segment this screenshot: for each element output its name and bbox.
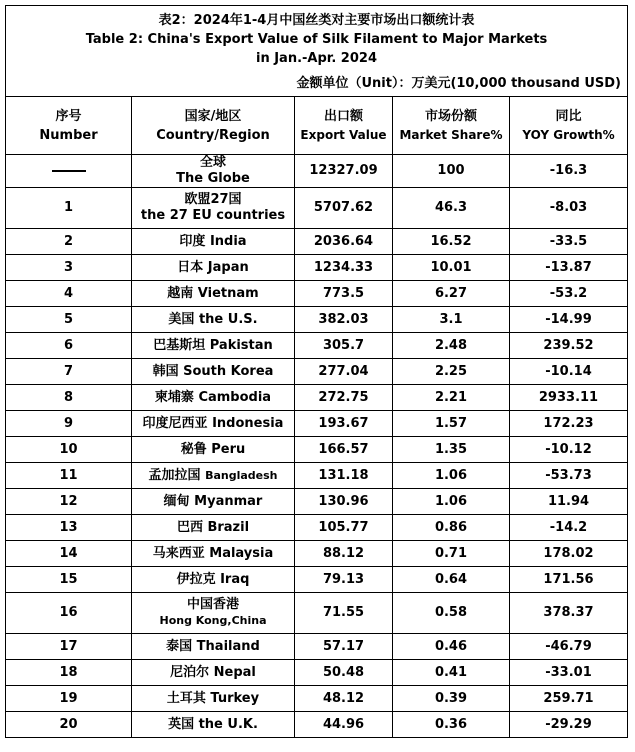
cell-market-share: 0.41: [393, 660, 510, 686]
header-yoy-growth: [510, 97, 628, 155]
cell-number: 20: [6, 712, 132, 738]
cell-country: [132, 463, 295, 489]
cell-market-share: 0.86: [393, 515, 510, 541]
cell-yoy-growth: 259.71: [510, 686, 628, 712]
table-title: [6, 6, 628, 73]
cell-yoy-growth: 178.02: [510, 541, 628, 567]
table-row: [6, 229, 628, 255]
cell-yoy-growth: -14.2: [510, 515, 628, 541]
cell-yoy-growth: 2933.11: [510, 385, 628, 411]
unit-row: [6, 72, 628, 97]
cell-export-value: 277.04: [295, 359, 393, 385]
cell-number: [6, 155, 132, 188]
header-country: [132, 97, 295, 155]
cell-country: [132, 155, 295, 188]
title-zh: 表2：2024年1-4月中国丝类对主要市场出口额统计表: [158, 12, 475, 28]
table-row: [6, 333, 628, 359]
cell-number: 14: [6, 541, 132, 567]
header-value-en: Export Value: [300, 127, 387, 142]
country-zh: 欧盟27国: [184, 192, 242, 207]
cell-country: [132, 593, 295, 634]
header-row: [6, 97, 628, 155]
cell-market-share: 46.3: [393, 188, 510, 229]
cell-number: 17: [6, 634, 132, 660]
table-row: [6, 593, 628, 634]
cell-yoy-growth: 11.94: [510, 489, 628, 515]
cell-yoy-growth: 378.37: [510, 593, 628, 634]
cell-number: 9: [6, 411, 132, 437]
header-country-zh: 国家/地区: [184, 108, 242, 124]
dash-mark: [52, 170, 86, 172]
country-zh: 孟加拉国: [148, 467, 201, 483]
cell-country: [132, 188, 295, 229]
cell-country: 越南 Vietnam: [132, 281, 295, 307]
cell-market-share: 100: [393, 155, 510, 188]
cell-yoy-growth: -10.12: [510, 437, 628, 463]
table-row: [6, 359, 628, 385]
table-row: [6, 463, 628, 489]
cell-number: 7: [6, 359, 132, 385]
table-row: [6, 541, 628, 567]
cell-yoy-growth: -16.3: [510, 155, 628, 188]
cell-country: 柬埔寨 Cambodia: [132, 385, 295, 411]
cell-yoy-growth: -53.73: [510, 463, 628, 489]
cell-export-value: 131.18: [295, 463, 393, 489]
cell-export-value: 12327.09: [295, 155, 393, 188]
cell-export-value: 50.48: [295, 660, 393, 686]
cell-market-share: 2.21: [393, 385, 510, 411]
cell-export-value: 130.96: [295, 489, 393, 515]
cell-export-value: 773.5: [295, 281, 393, 307]
cell-export-value: 2036.64: [295, 229, 393, 255]
cell-export-value: 5707.62: [295, 188, 393, 229]
cell-market-share: 0.64: [393, 567, 510, 593]
table-row: [6, 437, 628, 463]
table-row: [6, 634, 628, 660]
cell-market-share: 0.36: [393, 712, 510, 738]
header-country-en: Country/Region: [156, 127, 270, 143]
cell-market-share: 1.06: [393, 463, 510, 489]
cell-export-value: 193.67: [295, 411, 393, 437]
table-row: [6, 385, 628, 411]
cell-country: 日本 Japan: [132, 255, 295, 281]
cell-number: 2: [6, 229, 132, 255]
cell-market-share: 16.52: [393, 229, 510, 255]
cell-market-share: 1.06: [393, 489, 510, 515]
header-value-zh: 出口额: [323, 108, 363, 124]
cell-market-share: 6.27: [393, 281, 510, 307]
cell-number: 4: [6, 281, 132, 307]
header-number-zh: 序号: [55, 108, 82, 124]
cell-country: 秘鲁 Peru: [132, 437, 295, 463]
cell-yoy-growth: -10.14: [510, 359, 628, 385]
cell-yoy-growth: -8.03: [510, 188, 628, 229]
cell-number: 19: [6, 686, 132, 712]
cell-country: 巴西 Brazil: [132, 515, 295, 541]
header-share-en: Market Share%: [399, 127, 503, 142]
silk-export-table: [5, 5, 628, 738]
cell-yoy-growth: 172.23: [510, 411, 628, 437]
cell-number: 10: [6, 437, 132, 463]
table-row: [6, 281, 628, 307]
country-zh: 中国香港: [186, 597, 239, 612]
country-en: Hong Kong,China: [159, 614, 267, 627]
table-row: [6, 660, 628, 686]
cell-market-share: 0.39: [393, 686, 510, 712]
cell-country: 伊拉克 Iraq: [132, 567, 295, 593]
table-row: [6, 567, 628, 593]
cell-market-share: 1.35: [393, 437, 510, 463]
cell-yoy-growth: -13.87: [510, 255, 628, 281]
cell-number: 5: [6, 307, 132, 333]
header-export-value: [295, 97, 393, 155]
cell-yoy-growth: 239.52: [510, 333, 628, 359]
cell-export-value: 44.96: [295, 712, 393, 738]
cell-country: 印度 India: [132, 229, 295, 255]
cell-number: 3: [6, 255, 132, 281]
cell-export-value: 57.17: [295, 634, 393, 660]
cell-market-share: 2.48: [393, 333, 510, 359]
cell-market-share: 0.71: [393, 541, 510, 567]
cell-number: 6: [6, 333, 132, 359]
cell-export-value: 382.03: [295, 307, 393, 333]
cell-number: 8: [6, 385, 132, 411]
silk-export-table-container: [5, 5, 627, 738]
cell-country: 韩国 South Korea: [132, 359, 295, 385]
cell-export-value: 166.57: [295, 437, 393, 463]
cell-export-value: 272.75: [295, 385, 393, 411]
cell-market-share: 10.01: [393, 255, 510, 281]
cell-export-value: 1234.33: [295, 255, 393, 281]
cell-yoy-growth: -46.79: [510, 634, 628, 660]
cell-market-share: 2.25: [393, 359, 510, 385]
cell-yoy-growth: 171.56: [510, 567, 628, 593]
table-row: [6, 188, 628, 229]
cell-export-value: 305.7: [295, 333, 393, 359]
cell-number: 18: [6, 660, 132, 686]
header-yoy-en: YOY Growth%: [522, 127, 615, 142]
cell-number: 1: [6, 188, 132, 229]
cell-number: 16: [6, 593, 132, 634]
cell-export-value: 48.12: [295, 686, 393, 712]
cell-country: 印度尼西亚 Indonesia: [132, 411, 295, 437]
cell-export-value: 88.12: [295, 541, 393, 567]
table-row-global: [6, 155, 628, 188]
cell-yoy-growth: -29.29: [510, 712, 628, 738]
country-en: Bangladesh: [205, 468, 278, 482]
cell-market-share: 1.57: [393, 411, 510, 437]
country-en: the 27 EU countries: [140, 208, 286, 223]
table-row: [6, 489, 628, 515]
cell-number: 15: [6, 567, 132, 593]
cell-number: 13: [6, 515, 132, 541]
header-number-en: Number: [39, 127, 98, 143]
country-zh: 全球: [199, 155, 226, 170]
cell-yoy-growth: -33.5: [510, 229, 628, 255]
cell-export-value: 79.13: [295, 567, 393, 593]
table-row: [6, 515, 628, 541]
table-row: [6, 712, 628, 738]
country-en: The Globe: [176, 171, 250, 186]
unit-label: 金额单位（Unit）：万美元(10,000 thousand USD): [6, 72, 628, 97]
cell-market-share: 0.46: [393, 634, 510, 660]
title-en-line2: in Jan.-Apr. 2024: [255, 50, 377, 66]
cell-market-share: 0.58: [393, 593, 510, 634]
header-market-share: [393, 97, 510, 155]
table-row: [6, 686, 628, 712]
cell-export-value: 71.55: [295, 593, 393, 634]
cell-country: 土耳其 Turkey: [132, 686, 295, 712]
cell-country: 马来西亚 Malaysia: [132, 541, 295, 567]
cell-export-value: 105.77: [295, 515, 393, 541]
cell-country: 美国 the U.S.: [132, 307, 295, 333]
cell-yoy-growth: -14.99: [510, 307, 628, 333]
table-row: [6, 307, 628, 333]
cell-yoy-growth: -33.01: [510, 660, 628, 686]
table-title-row: [6, 6, 628, 73]
cell-market-share: 3.1: [393, 307, 510, 333]
cell-yoy-growth: -53.2: [510, 281, 628, 307]
title-en-line1: Table 2: China's Export Value of Silk Filament to Major Markets: [85, 31, 548, 47]
cell-country: 缅甸 Myanmar: [132, 489, 295, 515]
cell-country: 巴基斯坦 Pakistan: [132, 333, 295, 359]
cell-country: 泰国 Thailand: [132, 634, 295, 660]
header-number: [6, 97, 132, 155]
cell-number: 11: [6, 463, 132, 489]
cell-country: 尼泊尔 Nepal: [132, 660, 295, 686]
header-yoy-zh: 同比: [555, 108, 582, 124]
header-share-zh: 市场份额: [424, 108, 477, 124]
table-row: [6, 411, 628, 437]
table-row: [6, 255, 628, 281]
cell-number: 12: [6, 489, 132, 515]
cell-country: 英国 the U.K.: [132, 712, 295, 738]
